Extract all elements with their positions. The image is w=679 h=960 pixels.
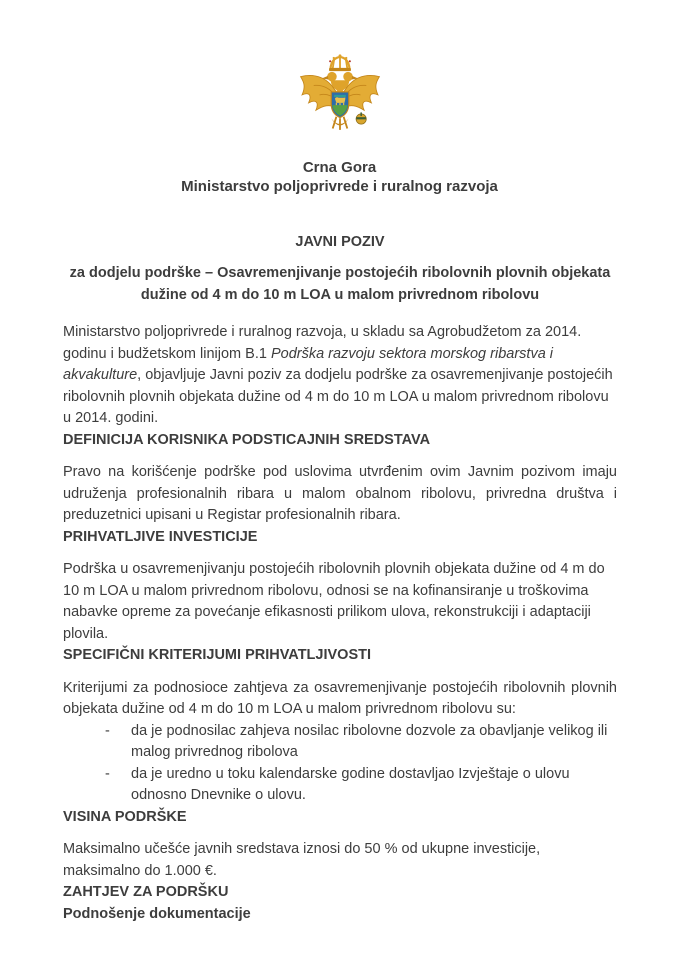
intro-text-post: , objavljuje Javni poziv za dodjelu podrške za osavremenjivanje postojećih ribolovnih plovnih objekata dužine od 4 m do 10 m LOA u malom privrednom ribolovu u 2014. godini. [63,367,613,426]
section-heading-kriterijumi: SPECIFIČNI KRITERIJUMI PRIHVATLJIVOSTI [63,647,372,663]
document-title: JAVNI POZIV [295,233,385,250]
bullet-dash: - [105,765,110,782]
criteria-list [63,721,617,807]
list-item [63,764,617,807]
section-heading-visina: VISINA PODRŠKE [63,808,187,825]
list-item-text: da je podnosilac zahjeva nosilac ribolovne dozvole za obavljanje velikog ili malog privrednog ribolova [131,722,608,760]
shield-icon [331,92,349,118]
orb-icon [356,112,366,124]
list-item-text: da je uredno u toku kalendarske godine dostavljao Izvještaje o ulovu odnosno Dnevnike o ulovu. [131,765,570,803]
section-body-kriterijumi: Kriterijumi za podnosioce zahtjeva za osavremenjivanje postojećih ribolovnih plovnih objekata dužine od 4 m do 10 m LOA u malom privrednom ribolovu su: [63,679,617,717]
section-heading-investicije: PRIHVATLJIVE INVESTICIJE [63,528,258,545]
section-heading-zahtjev: ZAHTJEV ZA PODRŠKU [63,884,229,900]
intro-text-pre: Ministarstvo poljoprivrede i ruralnog razvoja, u skladu sa Agrobudžetom za 2014. godinu i budžetskom linijom B.1 [63,324,582,362]
document-body [0,232,679,926]
bullet-dash: - [105,722,110,739]
section-heading-definicija: DEFINICIJA KORISNIKA PODSTICAJNIH SREDSTAVA [63,431,431,448]
montenegro-coat-of-arms-icon [296,54,384,154]
document-subtitle: za dodjelu podrške – Osavremenjivanje postojećih ribolovnih plovnih objekata dužine od 4 m do 10 m LOA u malom privrednom ribolovu [69,265,611,303]
section-body-visina: Maksimalno učešće javnih sredstava iznosi do 50 % od ukupne investicije, maksimalno do 1.000 €. [63,841,541,879]
ministry-name: Ministarstvo poljoprivrede i ruralnog razvoja [181,177,498,195]
crown-icon [329,54,351,71]
section-body-definicija: Pravo na korišćenje podrške pod uslovima utvrđenim ovim Javnim pozivom imaju udruženja profesionalnih ribara u malom obalnom ribolovu, privredna društva i preduzetnici upisani u Registar profesionalnih ribara. [63,464,617,523]
section-body-investicije: Podrška u osavremenjivanju postojećih ribolovnih plovnih objekata dužine od 4 m do 10 m LOA u malom privrednom ribolovu, odnosi se na kofinansiranje u troškovima nabavke opreme za povećanje efikasnosti prilikom ulova, rekonstrukciji i adaptaciji plovila. [63,561,605,642]
intro-paragraph [63,322,617,430]
document-header [0,0,679,196]
country-name: Crna Gora [302,158,377,176]
subsection-heading-podnosenje: Podnošenje dokumentacije [63,905,251,922]
list-item [63,721,617,764]
intro-text-italic: Podrška razvoju sektora morskog ribarstva i akvakulture [63,345,554,383]
